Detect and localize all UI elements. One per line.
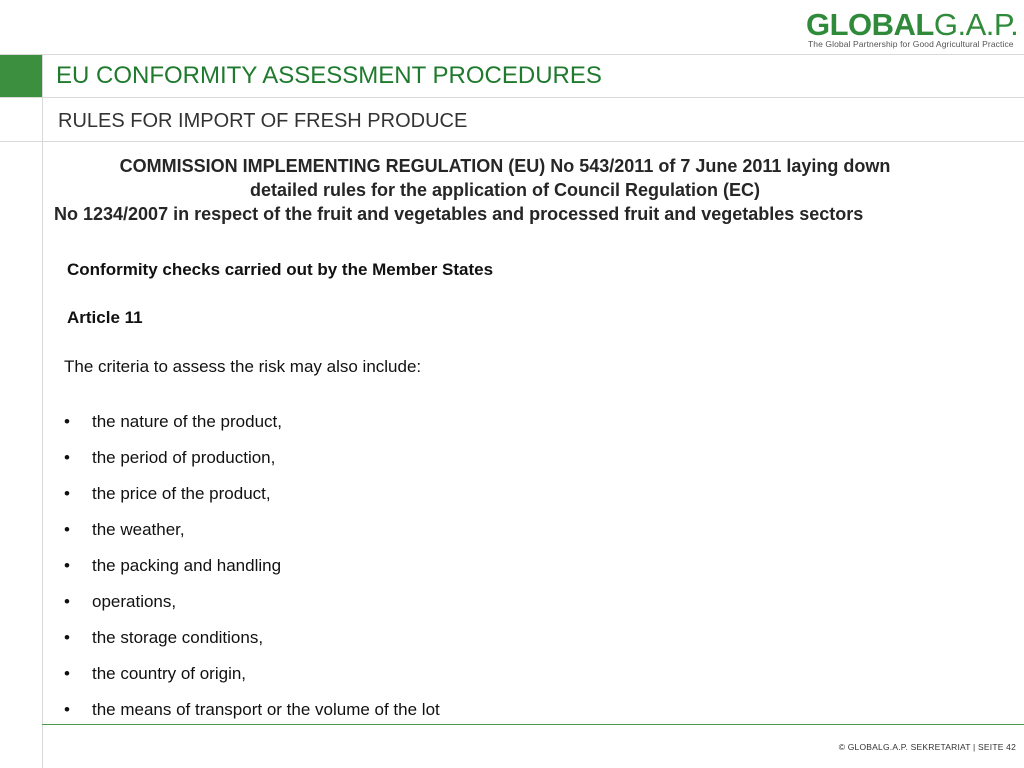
list-item-text: the period of production, [92,448,276,467]
section-heading: Conformity checks carried out by the Member States [67,260,494,279]
title-divider [0,97,1024,98]
list-item [64,664,440,700]
logo-brand-bold: GLOBAL [806,7,934,42]
list-item [64,700,440,736]
list-item [64,556,440,592]
list-item [64,592,440,628]
list-item [64,628,440,664]
logo-wordmark [806,8,1018,42]
list-item-text: the price of the product, [92,484,271,503]
left-margin-line [42,54,43,768]
regulation-line-1: COMMISSION IMPLEMENTING REGULATION (EU) No 543/2011 of 7 June 2011 laying down [119,156,891,176]
header-divider [0,54,1024,55]
list-item-text: the country of origin, [92,664,247,683]
bullet-icon: • [64,628,70,647]
logo-tagline: The Global Partnership for Good Agricultural Practice [808,39,1014,49]
bullet-icon: • [64,592,70,611]
regulation-line-3: No 1234/2007 in respect of the fruit and vegetables and processed fruit and vegetables sectors [54,204,864,224]
bullet-icon: • [64,520,70,539]
list-item [64,412,440,448]
globalgap-logo [806,8,1018,48]
footer-copyright: © GLOBALG.A.P. SEKRETARIAT | SEITE 42 [838,742,1016,752]
bullet-icon: • [64,664,70,683]
regulation-line-2: detailed rules for the application of Council Regulation (EC) [249,180,761,200]
list-item [64,448,440,484]
bullet-icon: • [64,700,70,719]
article-number: Article 11 [67,308,143,327]
bullet-icon: • [64,556,70,575]
subtitle-divider [0,141,1024,142]
footer-divider [42,724,1024,725]
list-item-text: the weather, [92,520,185,539]
logo-brand-rest: G.A.P. [933,7,1019,42]
bullet-icon: • [64,412,70,431]
list-item-text: the storage conditions, [92,628,264,647]
list-item-text: operations, [92,592,177,611]
bullet-icon: • [64,484,70,503]
regulation-heading [50,154,960,226]
list-item-text: the means of transport or the volume of the lot [92,700,440,719]
slide-title: EU CONFORMITY ASSESSMENT PROCEDURES [56,62,602,89]
intro-text: The criteria to assess the risk may also include: [64,357,422,376]
list-item-text: the packing and handling [92,556,282,575]
accent-block [0,55,42,97]
criteria-list [64,412,440,736]
list-item-text: the nature of the product, [92,412,282,431]
slide-subtitle: RULES FOR IMPORT OF FRESH PRODUCE [58,110,468,132]
list-item [64,484,440,520]
list-item [64,520,440,556]
bullet-icon: • [64,448,70,467]
